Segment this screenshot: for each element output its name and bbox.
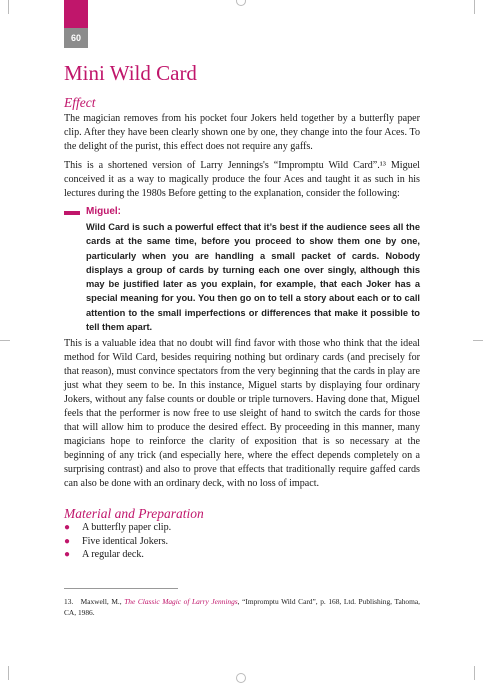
material-item: Five identical Jokers. xyxy=(82,535,169,547)
miguel-label: Miguel: xyxy=(86,206,121,217)
crop-mark-left-mid xyxy=(0,340,10,341)
crop-mark-bottom-left xyxy=(8,666,9,680)
list-item xyxy=(64,535,171,549)
registration-mark-bottom xyxy=(236,673,246,683)
material-item: A butterfly paper clip. xyxy=(82,522,172,533)
footnote-prefix: 13. Maxwell, M., xyxy=(64,597,125,606)
registration-mark-top xyxy=(236,0,246,6)
effect-heading: Effect xyxy=(64,95,96,110)
footnote-suffix: , “Impromptu Wild Card”, p. 168, Ltd. Publishing, Tahoma, CA, 1986. xyxy=(64,597,420,617)
crop-mark-right-mid xyxy=(473,340,483,341)
effect-paragraph-2: This is a shortened version of Larry Jennings's “Impromptu Wild Card”.¹³ Miguel conceived it as a way to magically produce the four Aces and taught it as such in his lectures during the 1980s Before getting to the explanation, consider the following: xyxy=(64,160,420,199)
footnote-book-title: The Classic Magic of Larry Jennings xyxy=(124,597,238,606)
crop-mark-bottom-right xyxy=(474,666,475,680)
bullet-icon: ● xyxy=(64,535,71,547)
miguel-quote: Wild Card is such a powerful effect that it’s best if the audience sees all the cards at the same time, before you proceed to show them one by one, particularly when you are handling a small packet of cards. Nobody displays a group of cards by turning each one over singly, although this may be justified later as you explain, for example, that each Joker has a special meaning for you. You then go on to tell a story about each or to call attention to the small imperfections or differences that make it possible to tell them apart. xyxy=(86,222,420,333)
effect-paragraph-1: The magician removes from his pocket four Jokers held together by a butterfly paper clip. After they have been clearly shown one by one, they change into the four Aces. To the delight of the purist, this effect does not require any gaffs. xyxy=(64,113,420,152)
materials-list xyxy=(64,521,171,562)
effect-paragraph-3: This is a valuable idea that no doubt will find favor with those who think that the ideal method for Wild Card, besides requiring nothing but ordinary cards (and precisely for that reason), must convince spectators from the very beginning that the cards in play are just what they seem to be. In this instance, Miguel starts by displaying four ordinary Jokers, without any false counts or double or triple turnovers. Having done that, Miguel feels that the performer is now free to use sleight of hand to switch the cards for those that will allow him to produce the desired effect. By proceeding in this manner, many magicians hope to reinforce the clarity of exposition that is so necessary at the beginning of any trick (and especially here, where the effect depends completely on a surprising contrast) and also to prove that effects that traditionally require gaffed cards can also be done with an ordinary deck, with no loss of impact. xyxy=(64,338,420,489)
crop-mark-top-left xyxy=(8,0,9,14)
material-item: A regular deck. xyxy=(82,549,144,560)
list-item xyxy=(64,548,171,562)
footnote xyxy=(64,597,420,618)
list-item xyxy=(64,521,171,535)
footnote-rule xyxy=(64,588,178,589)
bullet-icon: ● xyxy=(64,522,71,533)
bullet-icon: ● xyxy=(64,549,71,560)
page-number: 60 xyxy=(64,28,88,48)
page-title: Mini Wild Card xyxy=(64,61,197,85)
page-color-tab xyxy=(64,0,88,28)
materials-heading: Material and Preparation xyxy=(64,506,204,521)
quote-marker-bar xyxy=(64,211,80,215)
crop-mark-top-right xyxy=(474,0,475,14)
